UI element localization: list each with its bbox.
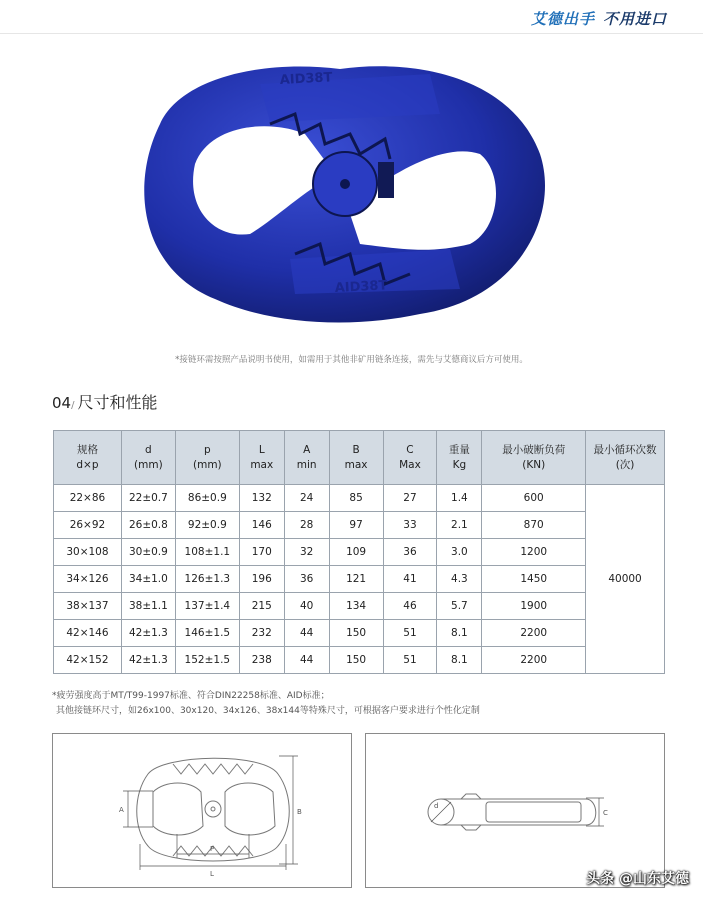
table-cell: 1450 <box>482 566 586 593</box>
table-cell: 26×92 <box>54 512 122 539</box>
footnote-line1: *疲劳强度高于MT/T99-1997标准、符合DIN22258标准、AID标准； <box>52 691 330 701</box>
table-cell: 26±0.8 <box>121 512 175 539</box>
table-row <box>54 485 665 512</box>
table-cell: 42±1.3 <box>121 647 175 674</box>
table-cell: 8.1 <box>437 620 482 647</box>
diagram-front-view <box>52 733 352 888</box>
table-cell: 97 <box>329 512 383 539</box>
dim-label-B: B <box>297 808 302 816</box>
table-cell: 870 <box>482 512 586 539</box>
usage-note: *接链环需按照产品说明书使用，如需用于其他非矿用链条连接，需先与艾德商议后方可使用。 <box>175 355 528 365</box>
table-cell: 46 <box>383 593 437 620</box>
header-cell: A min <box>284 431 329 485</box>
table-cell: 196 <box>239 566 284 593</box>
table-cell: 109 <box>329 539 383 566</box>
table-cell: 8.1 <box>437 647 482 674</box>
table-cell: 600 <box>482 485 586 512</box>
table-cell: 150 <box>329 620 383 647</box>
table-cell: 170 <box>239 539 284 566</box>
spec-footnote <box>52 689 480 719</box>
table-cell: 2.1 <box>437 512 482 539</box>
dim-label-C: C <box>603 809 608 817</box>
header-cell: d (mm) <box>121 431 175 485</box>
table-cell: 28 <box>284 512 329 539</box>
dim-label-A: A <box>119 806 124 814</box>
table-cell: 41 <box>383 566 437 593</box>
table-cell: 85 <box>329 485 383 512</box>
product-stamp-bottom: AID38T <box>334 278 388 296</box>
table-row <box>54 566 665 593</box>
footnote-line2: 其他接链环尺寸，如26x100、30x120、34x126、38x144等特殊尺寸，可根据客户要求进行个性化定制 <box>56 706 480 716</box>
table-cell: 34±1.0 <box>121 566 175 593</box>
header-cell: B max <box>329 431 383 485</box>
table-cell: 38×137 <box>54 593 122 620</box>
header-divider <box>0 33 703 34</box>
table-cell: 27 <box>383 485 437 512</box>
table-cell: 134 <box>329 593 383 620</box>
table-cell: 4.3 <box>437 566 482 593</box>
table-cell: 44 <box>284 620 329 647</box>
table-cell: 51 <box>383 620 437 647</box>
header-cell: 重量 Kg <box>437 431 482 485</box>
table-cell: 22×86 <box>54 485 122 512</box>
table-cell: 30±0.9 <box>121 539 175 566</box>
table-cell: 42×152 <box>54 647 122 674</box>
table-cell: 146 <box>239 512 284 539</box>
watermark: 头条 @山东艾德 <box>586 871 689 887</box>
table-cell: 40 <box>284 593 329 620</box>
table-cell: 2200 <box>482 647 586 674</box>
table-cell: 36 <box>284 566 329 593</box>
table-cell: 132 <box>239 485 284 512</box>
diagram-side-view <box>365 733 665 888</box>
section-number: 04 <box>52 394 72 412</box>
section-slash: / <box>71 400 75 411</box>
table-cell: 1200 <box>482 539 586 566</box>
table-row <box>54 512 665 539</box>
table-cell: 86±0.9 <box>175 485 239 512</box>
table-cell: 30×108 <box>54 539 122 566</box>
spec-table <box>53 430 665 674</box>
header-cell: L max <box>239 431 284 485</box>
table-cell: 42±1.3 <box>121 620 175 647</box>
brand-slogan-part2: 不用进口 <box>602 10 667 28</box>
table-cell: 38±1.1 <box>121 593 175 620</box>
header-cell: 最小循环次数 (次) <box>586 431 665 485</box>
dim-label-P: P <box>210 845 215 853</box>
table-cell: 1.4 <box>437 485 482 512</box>
section-title-text: 尺寸和性能 <box>77 393 158 412</box>
front-view-drawing <box>53 734 351 887</box>
side-view-drawing <box>366 734 664 887</box>
table-cell: 92±0.9 <box>175 512 239 539</box>
table-cell: 150 <box>329 647 383 674</box>
table-row <box>54 647 665 674</box>
table-cell: 2200 <box>482 620 586 647</box>
header-cell: p (mm) <box>175 431 239 485</box>
table-cell: 137±1.4 <box>175 593 239 620</box>
brand-slogan <box>531 8 667 29</box>
header-cell: 最小破断负荷 (KN) <box>482 431 586 485</box>
table-cell: 232 <box>239 620 284 647</box>
table-cell: 33 <box>383 512 437 539</box>
table-cell: 146±1.5 <box>175 620 239 647</box>
dim-label-d: d <box>434 802 439 810</box>
min-cycles-cell: 40000 <box>586 485 665 674</box>
table-row <box>54 620 665 647</box>
product-stamp-top: AID38T <box>279 70 333 88</box>
table-cell: 3.0 <box>437 539 482 566</box>
table-cell: 42×146 <box>54 620 122 647</box>
table-cell: 32 <box>284 539 329 566</box>
table-header-row <box>54 431 665 485</box>
table-cell: 121 <box>329 566 383 593</box>
table-row <box>54 593 665 620</box>
table-cell: 24 <box>284 485 329 512</box>
table-cell: 1900 <box>482 593 586 620</box>
dim-label-L: L <box>210 870 214 878</box>
product-photo-chain-connector <box>120 44 560 334</box>
header-cell: 规格 d×p <box>54 431 122 485</box>
table-cell: 36 <box>383 539 437 566</box>
table-cell: 108±1.1 <box>175 539 239 566</box>
table-cell: 215 <box>239 593 284 620</box>
table-cell: 22±0.7 <box>121 485 175 512</box>
table-cell: 5.7 <box>437 593 482 620</box>
brand-slogan-part1: 艾德出手 <box>530 10 595 28</box>
table-cell: 44 <box>284 647 329 674</box>
table-row <box>54 539 665 566</box>
table-cell: 51 <box>383 647 437 674</box>
table-cell: 152±1.5 <box>175 647 239 674</box>
table-cell: 126±1.3 <box>175 566 239 593</box>
section-title <box>52 390 157 413</box>
table-cell: 34×126 <box>54 566 122 593</box>
header-cell: C Max <box>383 431 437 485</box>
table-cell: 238 <box>239 647 284 674</box>
